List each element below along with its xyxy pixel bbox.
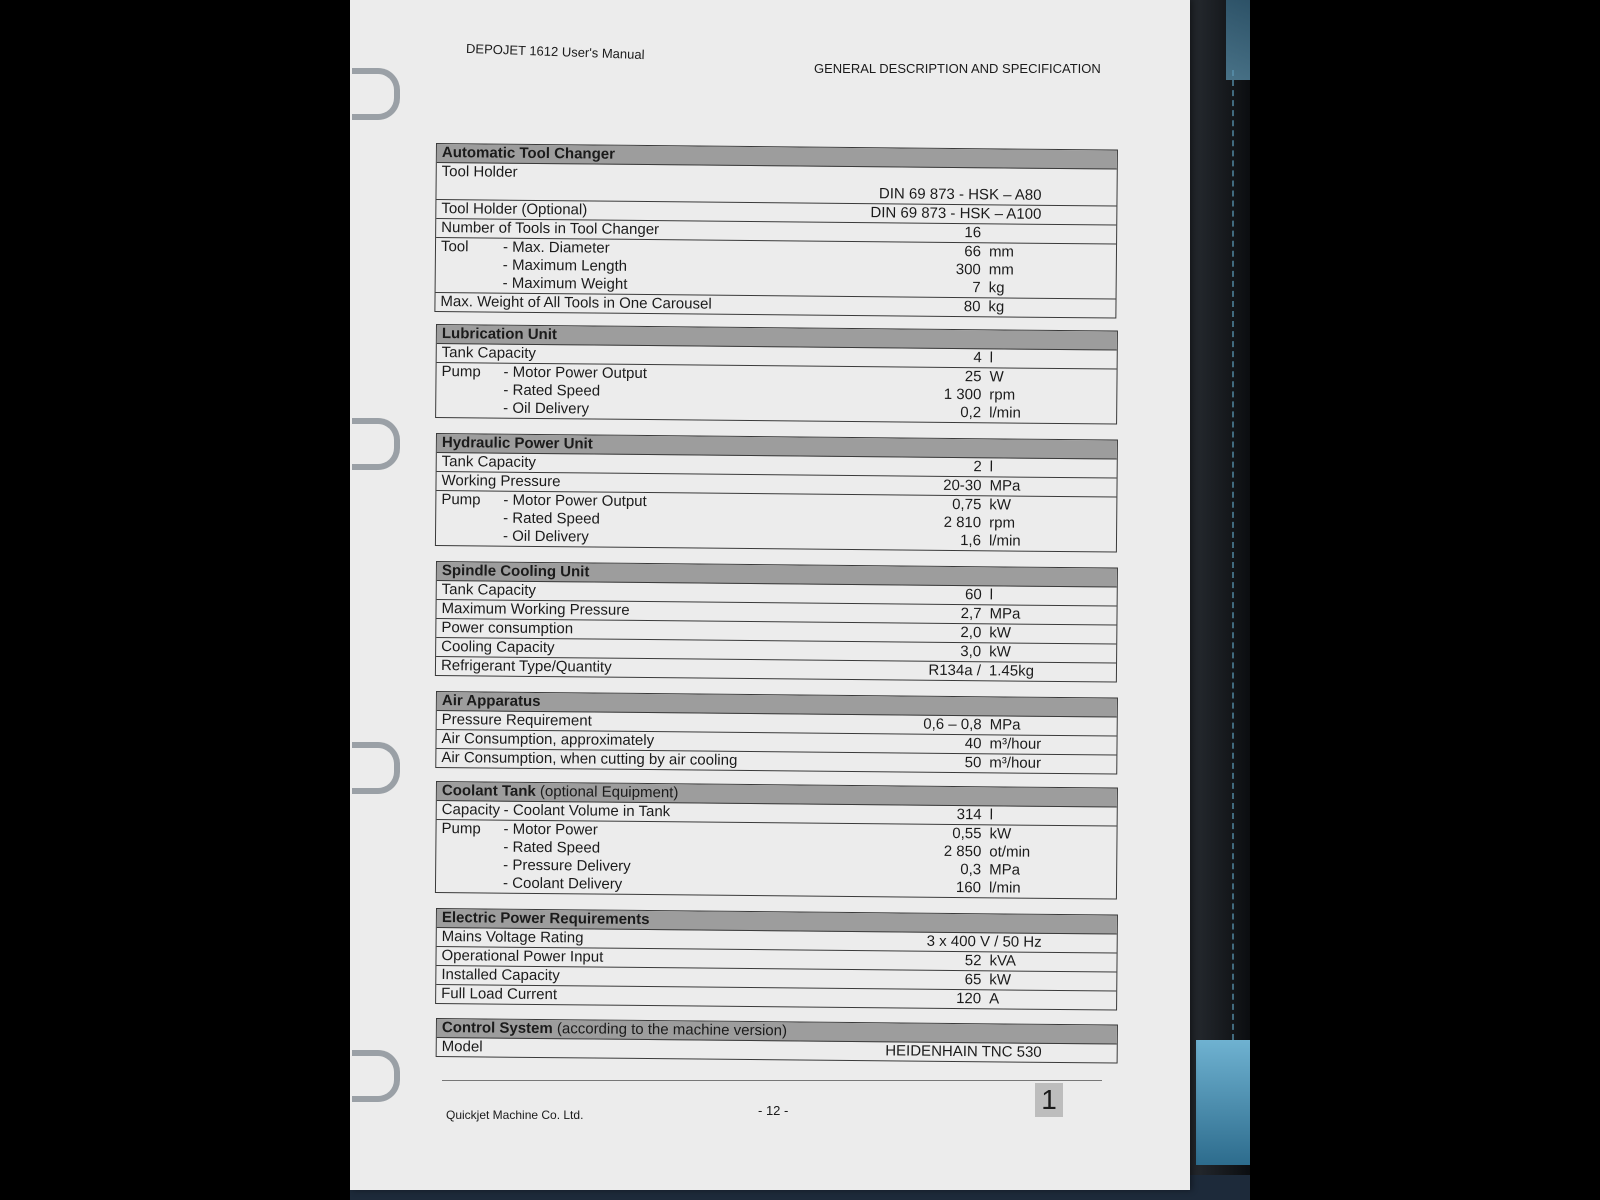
spec-unit: rpm: [989, 514, 1016, 532]
spec-label: - Pressure Delivery: [503, 856, 631, 875]
section-title: Air Apparatus: [441, 692, 541, 711]
section-title: Hydraulic Power Unit: [441, 434, 593, 453]
spec-unit: l/min: [988, 879, 1021, 897]
spec-value: 3 x 400 V / 50 Hz: [926, 932, 1042, 951]
spec-value: 314: [956, 805, 982, 824]
spec-unit: l: [989, 349, 994, 367]
spec-unit: l: [989, 806, 994, 824]
spec-label: Model: [441, 1038, 483, 1056]
spec-value: DIN 69 873 - HSK – A80: [878, 185, 1042, 204]
spec-label: Air Consumption, when cutting by air cooling: [441, 749, 738, 769]
spec-label: - Rated Speed: [503, 838, 601, 857]
spec-value: 50: [964, 754, 982, 772]
spec-unit: A: [989, 990, 1000, 1008]
spec-unit: MPa: [989, 861, 1021, 879]
spec-value: 3,0: [960, 643, 982, 661]
binder-ring: [352, 742, 400, 794]
binder-ring: [352, 1050, 400, 1102]
spec-value: 2: [973, 458, 982, 476]
spec-table: [435, 691, 1118, 775]
binder-corner-top: [1226, 0, 1250, 80]
spec-unit: MPa: [989, 477, 1021, 495]
spec-unit: mm: [988, 261, 1014, 279]
spec-value: 0,6 – 0,8: [923, 715, 982, 734]
spec-unit: kW: [989, 825, 1012, 843]
section-title: Electric Power Requirements: [441, 909, 650, 929]
spec-unit: kg: [988, 298, 1005, 316]
spec-value: 66: [964, 243, 982, 261]
spec-label: - Rated Speed: [503, 381, 601, 400]
binder-corner-bottom: [1196, 1040, 1250, 1165]
footer-company: Quickjet Machine Co. Ltd.: [446, 1108, 584, 1122]
spec-value: 0,3: [960, 861, 982, 879]
spec-value: 300: [955, 260, 981, 279]
spec-label: Air Consumption, approximately: [441, 730, 655, 750]
spec-label: Power consumption: [441, 619, 574, 638]
spec-label: Tool Holder: [441, 163, 518, 181]
spec-label: Tool Holder (Optional): [441, 200, 588, 219]
spec-unit: kW: [989, 971, 1012, 989]
spec-label: - Rated Speed: [503, 509, 600, 528]
spec-unit: rpm: [989, 386, 1016, 404]
spec-unit: MPa: [989, 605, 1021, 623]
spec-unit: m³/hour: [989, 754, 1042, 772]
spec-unit: 1.45kg: [988, 662, 1035, 680]
spec-unit: l/min: [989, 404, 1021, 422]
spec-table: [434, 143, 1118, 319]
spec-value: 60: [964, 586, 982, 604]
spec-table: [436, 1018, 1118, 1064]
spec-value: 1,6: [960, 532, 982, 550]
spec-label: [441, 181, 831, 203]
spec-table: [435, 781, 1118, 900]
spec-value: 1 300: [943, 385, 982, 404]
spec-label: Operational Power Input: [441, 947, 604, 966]
spec-label: - Maximum Length: [502, 256, 628, 275]
spec-value: R134a /: [928, 661, 982, 680]
spec-value: DIN 69 873 - HSK – A100: [870, 204, 1042, 223]
spec-label: - Coolant Delivery: [502, 874, 623, 893]
spec-value: 40: [964, 735, 982, 753]
spec-value: 16: [964, 224, 982, 242]
spec-value: HEIDENHAIN TNC 530: [885, 1042, 1042, 1061]
section-subtitle: (optional Equipment): [535, 782, 679, 802]
spec-value: 2 810: [943, 513, 982, 532]
binder-ring: [352, 68, 400, 120]
section-title: Lubrication Unit: [441, 325, 557, 344]
spec-label: Pump - Motor Power Output: [441, 491, 647, 511]
spec-label: Tool - Max. Diameter: [440, 238, 610, 257]
spec-table: [435, 908, 1118, 1011]
spec-label: Working Pressure: [441, 472, 561, 491]
spec-unit: [989, 224, 1111, 243]
spec-unit: kVA: [989, 952, 1017, 970]
spec-label: Pump - Motor Power: [441, 820, 598, 839]
spec-label: Tank Capacity: [441, 453, 537, 471]
spec-label: Installed Capacity: [441, 966, 560, 985]
manual-page: [350, 0, 1190, 1190]
spec-table: [435, 433, 1118, 553]
spec-label: Pump - Motor Power Output: [441, 363, 648, 383]
spec-value: 52: [964, 952, 982, 970]
spec-value: 0,75: [952, 495, 982, 514]
spec-unit: kg: [988, 279, 1005, 297]
spec-unit: l: [989, 458, 994, 476]
spec-unit: m³/hour: [989, 735, 1042, 753]
binder-ring: [352, 418, 400, 470]
spec-label: Number of Tools in Tool Changer: [441, 219, 660, 239]
spec-value: 0,55: [952, 824, 982, 843]
spec-unit: ot/min: [989, 843, 1031, 861]
spec-value: 25: [964, 368, 982, 386]
header-manual-title: DEPOJET 1612 User's Manual: [465, 40, 645, 63]
spec-label: Tank Capacity: [441, 344, 537, 362]
spec-value: 0,2: [960, 404, 982, 422]
binder-stitching: [1232, 70, 1238, 1050]
spec-label: Full Load Current: [441, 985, 558, 1004]
spec-label: - Oil Delivery: [502, 527, 589, 546]
spec-unit: W: [989, 368, 1004, 386]
spec-unit: l/min: [988, 532, 1021, 550]
spec-unit: MPa: [989, 716, 1021, 734]
spec-value: 2,7: [960, 605, 982, 623]
spec-value: 7: [972, 279, 981, 297]
section-subtitle: (according to the machine version): [552, 1020, 788, 1040]
spec-unit: mm: [988, 243, 1015, 261]
spec-label: Max. Weight of All Tools in One Carousel: [440, 293, 712, 313]
spec-label: - Oil Delivery: [503, 399, 590, 418]
spec-value: 80: [963, 298, 981, 316]
spec-label: Capacity - Coolant Volume in Tank: [441, 801, 671, 821]
section-title: Spindle Cooling Unit: [441, 562, 590, 581]
section-title: Automatic Tool Changer: [441, 144, 616, 163]
spec-value: 2 850: [943, 842, 982, 861]
spec-table: [435, 324, 1118, 425]
spec-unit: l: [989, 586, 994, 604]
spec-unit: kW: [989, 496, 1012, 514]
spec-label: Maximum Working Pressure: [441, 600, 630, 619]
spec-value: [832, 167, 990, 187]
spec-value: 160: [955, 878, 982, 897]
spec-table: [435, 561, 1118, 683]
spec-value: 20-30: [943, 476, 982, 495]
spec-value: 4: [973, 349, 982, 367]
spec-unit: kW: [989, 624, 1012, 642]
section-title: Control System: [441, 1019, 553, 1038]
spec-label: Mains Voltage Rating: [441, 928, 584, 947]
spec-label: Cooling Capacity: [441, 638, 555, 657]
spec-value: 65: [964, 971, 982, 989]
header-section-title: GENERAL DESCRIPTION AND SPECIFICATION: [814, 61, 1101, 76]
spec-value: 120: [956, 989, 982, 1008]
spec-label: - Maximum Weight: [502, 274, 628, 293]
spec-value: 2,0: [960, 624, 982, 642]
spec-label: Refrigerant Type/Quantity: [440, 657, 612, 676]
section-tab-number: 1: [1035, 1083, 1063, 1117]
spec-unit: kW: [989, 643, 1011, 661]
section-title: Coolant Tank: [441, 782, 536, 800]
spec-label: Tank Capacity: [441, 581, 537, 599]
spec-label: Pressure Requirement: [441, 711, 592, 730]
footer-page-number: - 12 -: [758, 1103, 789, 1118]
spec-unit: [990, 168, 1112, 187]
footer-divider: [442, 1080, 1102, 1081]
